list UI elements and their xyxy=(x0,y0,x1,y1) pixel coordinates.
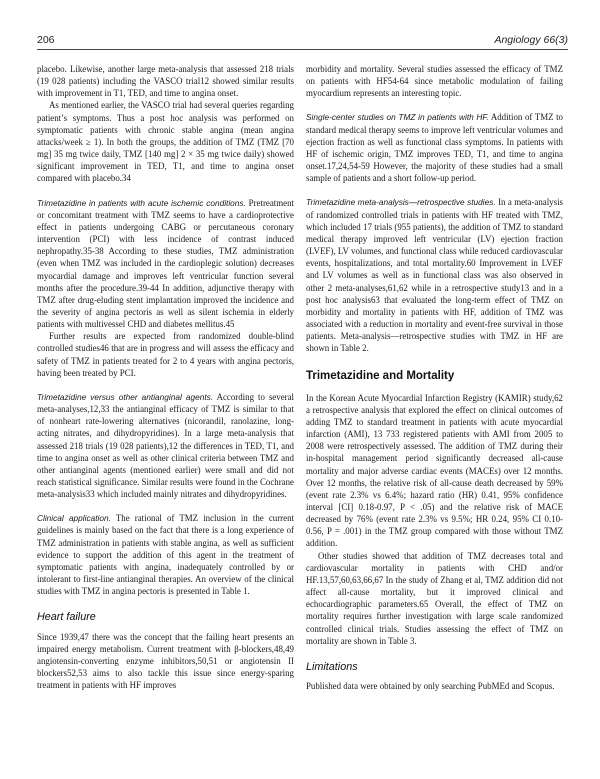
run-in-heading: Single-center studies on TMZ in patients with HF. xyxy=(306,112,489,123)
paragraph xyxy=(306,196,563,354)
paragraph: Since 1939,47 there was the concept that the failing heart presents an impaired energy metabolism. Current treatment with β-blockers,48,49 angiotensin-converting enzyme inhibitors,50,51 or angiotensin II blockers52,53 aims to also tackle this issue since energy-sparing treatment in patients with HF improves xyxy=(37,631,294,691)
paragraph-text: Pretreatment or concomitant treatment with TMZ seems to have a cardioprotective effect in patients undergoing CABG or percutaneous coronary intervention (PCI) with less incidence of contrast induced nephropathy.35-38 According to these studies, TMZ administration (even when TMZ was included in the cardioplegic solution) decreases myocardial damage and improves left ventricular function several months after the procedure.39-44 In addition, adjunctive therapy with TMZ after drug-eluding stent implantation improved the incidence and the severity of angina pectoris as well as silent ischemia in elderly patients with multivessel CHD and diabetes mellitus.45 xyxy=(37,197,294,330)
paragraph: placebo. Likewise, another large meta-analysis that assessed 218 trials (19 028 patients) including the VASCO trial12 showed similar results with improvement in T1, TED, and time to angina onset. xyxy=(37,64,294,99)
paragraph-text: The rational of TMZ inclusion in the current guidelines is mainly based on the fact that there is a long experience of TMZ administration in patients with stable angina, as well as sufficient evidence to support the addition of this agent in the treatment of symptomatic patients with angina, inadequately controlled by or intolerant to first-line antianginal therapies. An overview of the clinical studies with TMZ in angina pectoris is presented in Table 1. xyxy=(37,513,294,597)
paragraph: In the Korean Acute Myocardial Infarction Registry (KAMIR) study,62 a retrospective analysis that explored the effect on clinical outcomes of adding TMZ to standard treatment in patients with acute myocardial infarction (AMI), 13 733 registered patients with AMI from 2005 to 2008 were retrospectively assessed. The addition of TMZ during their in-hospital management period significantly decreased all-cause mortality and major adverse cardiac events (MACEs) over 12 months. Over 12 months, the relative risk of all-cause death decreased by 59% (event rate 2.3% vs 6.4%; hazard ratio (HR) 0.41, 95% confidence interval [CI] 0.18-0.97, P < .05) and the relative risk of MACE decreased by 76% (event rate 2.3% vs 9.5%; HR 0.24, 95% CI 0.10-0.56, P = .001) in the TMZ group compared with those without TMZ addition. xyxy=(306,392,563,549)
left-column xyxy=(37,63,294,691)
paragraph-text: Addition of TMZ to standard medical therapy seems to improve left ventricular volumes and ejection fraction as well as functional class symptoms. In patients with HF of ischemic origin, TMZ improves TED, T1, and time to angina onset.17,24,54-59 However, the majority of these studies had a small sample of patients and a short follow-up period. xyxy=(306,112,563,184)
paragraph-text: In a meta-analysis of randomized controlled trials in patients with HF treated with TMZ, which included 17 trials (955 patients), the addition of TMZ to standard medical therapy improved left ventricular (LV) ejection fraction (LVEF), LV volumes, and functional class while reduced cardiovascular events, hospitalizations, and total mortality.60 Improvement in LVEF and LV volumes as well as in functional class was also observed in other 2 meta-analyses,61,62 while in a retrospective study13 and in a post hoc analysis63 that evaluated the long-term effect of TMZ on morbidity and mortality in patients with HF, addition of TMZ was associated with a reduction in mortality and event-free survival in those patients. Meta-analysis—retrospective studies with TMZ in HF are shown in Table 2. xyxy=(306,197,563,354)
section-heading-limitations: Limitations xyxy=(306,660,358,673)
section-heading-mortality: Trimetazidine and Mortality xyxy=(306,370,455,383)
header-rule xyxy=(37,49,568,50)
paragraph: Published data were obtained by only searching PubMEd and Scopus. xyxy=(306,681,555,692)
paragraph xyxy=(37,197,294,331)
paragraph: As mentioned earlier, the VASCO trial had several queries regarding patient’s symptoms. Thus a post hoc analysis was performed on symptomatic patients with chronic stable angina (mean angina attacks/week ≥ 1). In both the groups, the addition of TMZ (TMZ [70 mg] 35 mg twice daily, TMZ [140 mg] 2 × 35 mg twice daily) showed significant improvement in TED, T1, and time to angina onset compared with placebo.34 xyxy=(37,100,294,184)
paragraph xyxy=(37,512,294,597)
right-column xyxy=(306,63,563,692)
paragraph: morbidity and mortality. Several studies assessed the efficacy of TMZ on patients with HF54-64 since metabolic modulation of failing myocardium represents an interesting topic. xyxy=(306,64,563,99)
page-number: 206 xyxy=(37,34,55,46)
paragraph: Other studies showed that addition of TMZ decreases total and cardiovascular mortality in patients with CHD and/or HF.13,57,60,63,66,67 In the study of Zhang et al, TMZ addition did not affect all-cause mortality, but it improved clinical and echocardiographic parameters.65 Overall, the effect of TMZ on mortality requires further investigation with large scale randomized controlled clinical trials. Studies assessing the effect of TMZ on mortality are shown in Table 3. xyxy=(306,550,563,646)
running-header xyxy=(37,30,568,46)
paragraph xyxy=(306,111,563,184)
run-in-heading: Clinical application. xyxy=(37,513,111,524)
journal-title: Angiology 66(3) xyxy=(494,34,568,46)
paragraph xyxy=(37,391,294,500)
run-in-heading: Trimetazidine versus other antianginal agents. xyxy=(37,391,214,402)
run-in-heading: Trimetazidine in patients with acute ischemic conditions. xyxy=(37,197,246,208)
run-in-heading: Trimetazidine meta-analysis—retrospective studies. xyxy=(306,197,496,208)
paragraph: Further results are expected from randomized double-blind controlled studies46 that are in progress and will assess the efficacy and safety of TMZ in patients treated for 2 to 4 years with angina pectoris, having been treated by PCI. xyxy=(37,331,294,378)
paragraph-text: According to several meta-analyses,12,33 the antianginal efficacy of TMZ is similar to that of nonheart rate-lowering alternatives (nicorandil, ranolazine, long-acting nitrates, and dihydropyridines). In a large meta-analysis that assessed 218 trials (19 028 patients),12 the differences in TED, T1, and time to angina onset as well as other clinical criteria between TMZ and other antianginal agents (mentioned earlier) were small and did not reach statistical significance. Similar results were found in the Cochrane meta-analysis33 which included mainly nitrates and dihydropyridines. xyxy=(37,391,294,500)
section-heading-heart-failure: Heart failure xyxy=(37,611,96,624)
